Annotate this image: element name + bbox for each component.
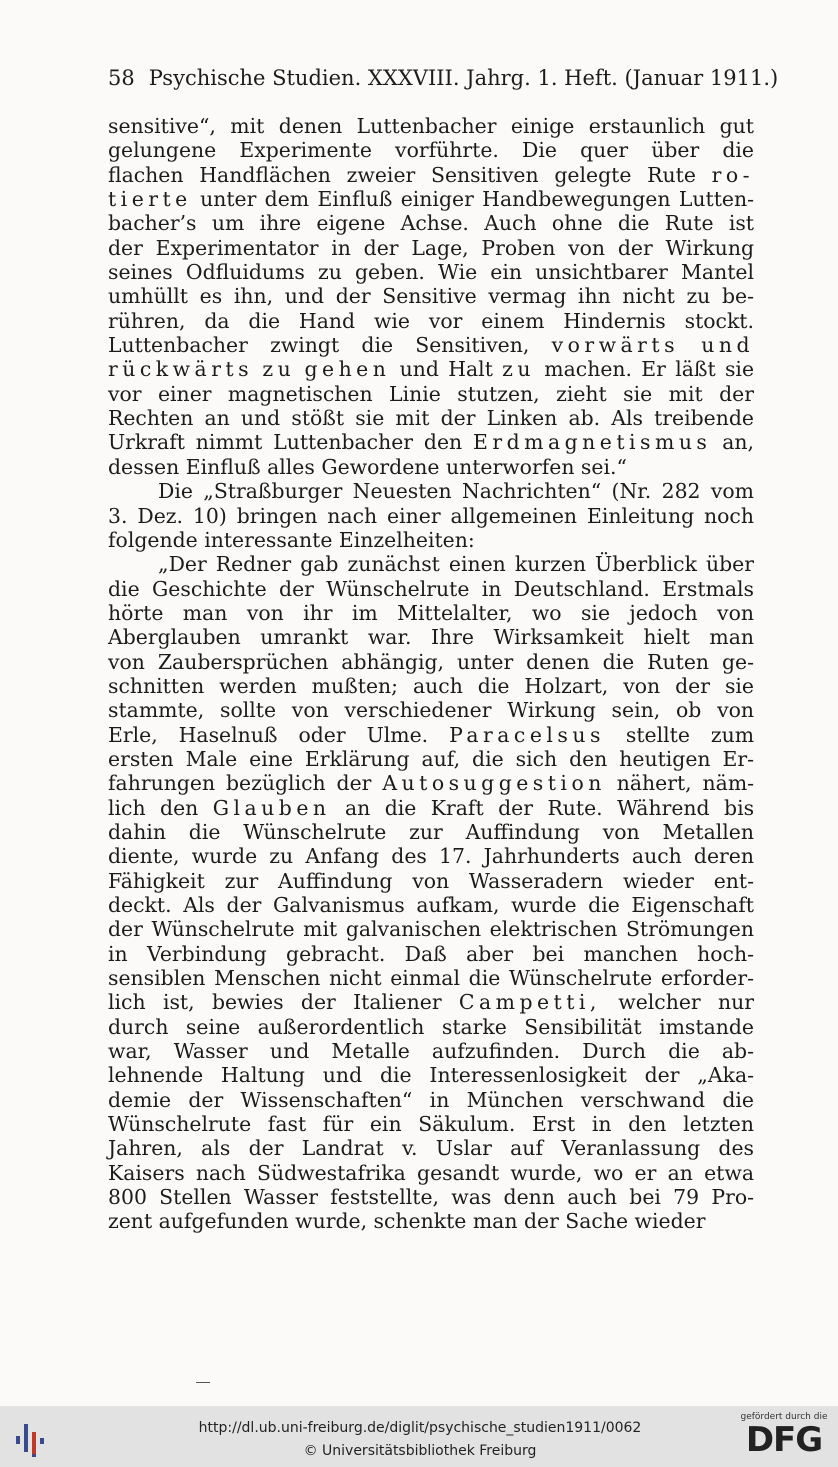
text-line: seines Odfluidums zu geben. Wie ein unsichtbarer Mantel bbox=[108, 260, 754, 285]
viewer-footer-bar bbox=[0, 1406, 838, 1467]
text-line: flachen Handflächen zweier Sensitiven gelegte Rute ro- bbox=[108, 162, 755, 187]
copyright-notice: © Universitätsbibliothek Freiburg bbox=[303, 1443, 537, 1459]
text-line: fahrungen bezüglich der Autosuggestion nähert, näm- bbox=[108, 771, 755, 796]
text-line: die Geschichte der Wünschelrute in Deutschland. Erstmals bbox=[108, 576, 754, 601]
text-line: Rechten an und stößt sie mit der Linken ab. Als treibende bbox=[108, 406, 754, 431]
body-text bbox=[108, 114, 754, 1234]
text-line: Fähigkeit zur Auffindung von Wasseradern wieder ent- bbox=[108, 868, 754, 893]
text-line: durch seine außerordentlich starke Sensibilität imstande bbox=[108, 1014, 754, 1039]
text-line: in Verbindung gebracht. Daß aber bei manchen hoch- bbox=[108, 941, 754, 966]
text-line: bacher’s um ihre eigene Achse. Auch ohne die Rute ist bbox=[108, 211, 754, 236]
text-line: hörte man von ihr im Mittelalter, wo sie jedoch von bbox=[108, 600, 754, 625]
text-line: vor einer magnetischen Linie stutzen, zieht sie mit der bbox=[108, 381, 754, 406]
text-line: Wünschelrute fast für ein Säkulum. Erst in den letzten bbox=[108, 1112, 754, 1137]
dfg-caption: gefördert durch die bbox=[740, 1412, 828, 1422]
text-line: Die „Straßburger Neuesten Nachrichten“ (Nr. 282 vom bbox=[158, 479, 754, 504]
text-line: 800 Stellen Wasser feststellte, was denn auch bei 79 Pro- bbox=[108, 1185, 754, 1210]
text-line: demie der Wissenschaften“ in München verschwand die bbox=[108, 1087, 754, 1112]
text-line: gelungene Experimente vorführte. Die quer über die bbox=[108, 138, 754, 163]
text-line: umhüllt es ihn, und der Sensitive vermag ihn nicht zu be- bbox=[108, 284, 754, 309]
text-line: sensitive“, mit denen Luttenbacher einige erstaunlich gut bbox=[108, 114, 754, 138]
text-line: „Der Redner gab zunächst einen kurzen Überblick über bbox=[158, 552, 754, 577]
text-line: lich den Glauben an die Kraft der Rute. Während bis bbox=[108, 795, 755, 820]
page-number: 58 bbox=[108, 66, 135, 90]
footer-dash bbox=[196, 1382, 210, 1383]
dfg-wordmark: DFG bbox=[745, 1420, 823, 1460]
text-line: lehnende Haltung und die Interessenlosigkeit der „Aka- bbox=[108, 1063, 754, 1088]
text-line: der Wünschelrute mit galvanischen elektrischen Strömungen bbox=[108, 917, 754, 942]
text-line: Luttenbacher zwingt die Sensitiven, vorwärts und bbox=[108, 333, 755, 358]
text-line: der Experimentator in der Lage, Proben von der Wirkung bbox=[108, 235, 754, 260]
text-line: Aberglauben umrankt war. Ihre Wirksamkeit hielt man bbox=[108, 625, 754, 650]
text-line: rühren, da die Hand wie vor einem Hindernis stockt. bbox=[108, 308, 754, 333]
text-line: schnitten werden mußten; auch die Holzart, von der sie bbox=[108, 673, 754, 698]
running-title: Psychische Studien. XXXVIII. Jahrg. 1. Heft. (Januar 1911.) bbox=[148, 66, 779, 90]
text-line: von Zaubersprüchen abhängig, unter denen die Ruten ge- bbox=[108, 649, 754, 674]
text-line: lich ist, bewies der Italiener Campetti, welcher nur bbox=[108, 990, 754, 1015]
text-line: Jahren, als der Landrat v. Uslar auf Veranlassung des bbox=[108, 1136, 754, 1161]
running-header bbox=[108, 64, 779, 92]
library-logo-icon bbox=[12, 1418, 56, 1458]
text-line: 3. Dez. 10) bringen nach einer allgemeinen Einleitung noch bbox=[108, 503, 754, 528]
text-line: stammte, sollte von verschiedener Wirkung sein, ob von bbox=[108, 698, 754, 723]
text-line: tierte unter dem Einfluß einiger Handbewegungen Lutten- bbox=[108, 187, 754, 212]
text-line: dessen Einfluß alles Gewordene unterworfen sei.“ bbox=[108, 454, 627, 479]
text-line: folgende interessante Einzelheiten: bbox=[108, 527, 475, 552]
text-line: Urkraft nimmt Luttenbacher den Erdmagnetismus an, bbox=[108, 430, 755, 455]
text-line: Kaisers nach Südwestafrika gesandt wurde, wo er an etwa bbox=[108, 1160, 754, 1185]
text-line: Erle, Haselnuß oder Ulme. Paracelsus stellte zum bbox=[108, 722, 755, 747]
text-line: rückwärts zu gehen und Halt zu machen. Er läßt sie bbox=[108, 357, 755, 382]
text-line: zent aufgefunden wurde, schenkte man der Sache wieder bbox=[108, 1209, 706, 1234]
source-url[interactable]: http://dl.ub.uni-freiburg.de/diglit/psychische_studien1911/0062 bbox=[198, 1420, 642, 1436]
text-line: deckt. Als der Galvanismus aufkam, wurde die Eigenschaft bbox=[108, 893, 754, 917]
text-line: sensiblen Menschen nicht einmal die Wünschelrute erforder- bbox=[108, 966, 754, 991]
dfg-logo bbox=[738, 1412, 830, 1464]
text-line: dahin die Wünschelrute zur Auffindung von Metallen bbox=[108, 819, 754, 844]
text-line: diente, wurde zu Anfang des 17. Jahrhunderts auch deren bbox=[108, 844, 754, 869]
text-line: war, Wasser und Metalle aufzufinden. Durch die ab- bbox=[108, 1039, 754, 1064]
text-line: ersten Male eine Erklärung auf, die sich den heutigen Er- bbox=[108, 746, 754, 771]
